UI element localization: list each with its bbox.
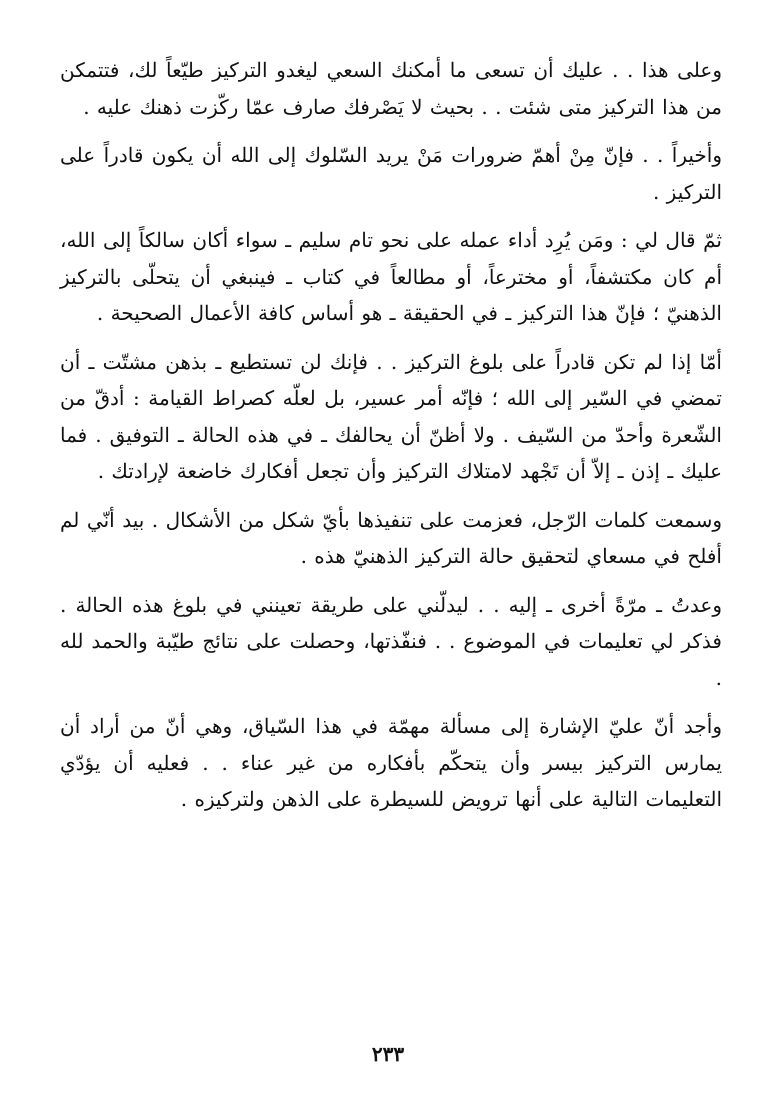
paragraph-7: وأجد أنّ عليّ الإشارة إلى مسألة مهمّة في هذا السّياق، وهي أنّ من أراد أن يمارس التركيز بيسر وأن يتحكّم بأفكاره من غير عناء . . فعليه أن يؤدّي التعليمات التالية على أنها ترويض للسيطرة على الذهن ولتركيزه . xyxy=(60,714,722,811)
page-number: ٢٣٣ xyxy=(371,1042,405,1066)
paragraph-3: ثمّ قال لي : ومَن يُرِد أداء عمله على نحو تام سليم ـ سواء أكان سالكاً إلى الله، أم كان مكتشفاً، أو مخترعاً، أو مطالعاً في كتاب ـ فينبغي أن يتحلّى بالتركيز الذهنيّ ؛ فإنّ هذا التركيز ـ في الحقيقة ـ هو أساس كافة الأعمال الصحيحة . xyxy=(60,228,722,325)
paragraph-2: وأخيراً . . فإنّ مِنْ أهمّ ضرورات مَنْ يريد السّلوك إلى الله أن يكون قادراً على التركيز . xyxy=(60,143,722,204)
paragraph-5: وسمعت كلمات الرّجل، فعزمت على تنفيذها بأيّ شكل من الأشكال . بيد أنّي لم أفلح في مسعاي لتحقيق حالة التركيز الذهنيّ هذه . xyxy=(60,507,722,568)
paragraph-1: وعلى هذا . . عليك أن تسعى ما أمكنك السعي ليغدو التركيز طيّعاً لك، فتتمكن من هذا التركيز متى شئت . . بحيث لا يَصْرفك صارف عمّا ركّزت ذهنك عليه . xyxy=(60,58,722,119)
paragraph-6: وعدتُ ـ مرّةً أخرى ـ إليه . . ليدلّني على طريقة تعينني في بلوغ هذه الحالة . فذكر لي تعليمات في الموضوع . . فنفّذتها، وحصلت على نتائج طيّبة والحمد لله . xyxy=(60,592,722,690)
paragraph-4: أمّا إذا لم تكن قادراً على بلوغ التركيز . . فإنك لن تستطيع ـ بذهن مشتّت ـ أن تمضي في السّير إلى الله ؛ فإنّه أمر عسير، بل لعلّه كصراط القيامة : أدقّ من الشّعرة وأحدّ من السّيف . ولا أظنّ أن يحالفك ـ في هذه الحالة ـ التوفيق . فما عليك ـ إذن ـ إلاّ أن تَجْهد لامتلاك التركيز وأن تجعل أفكارك خاضعة لإرادتك . xyxy=(60,349,722,483)
body-text xyxy=(60,52,722,818)
